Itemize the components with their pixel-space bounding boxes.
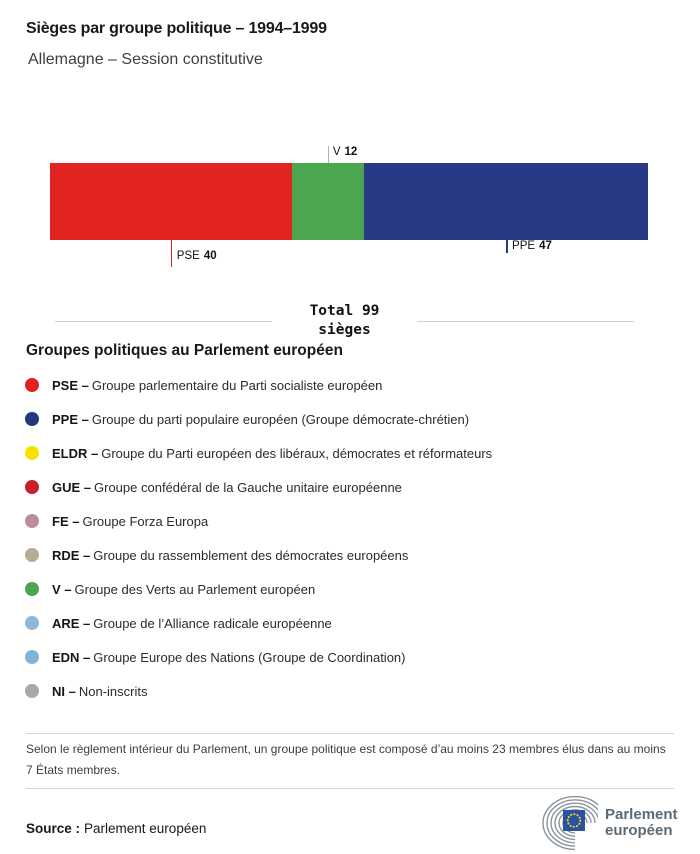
legend-dot-fe <box>25 514 39 528</box>
legend-item-v <box>25 572 492 606</box>
logo-line1: Parlement <box>605 805 678 823</box>
eu-flag <box>563 810 585 831</box>
total-divider-left <box>55 321 272 322</box>
legend-item-eldr <box>25 436 492 470</box>
legend-dot-rde <box>25 548 39 562</box>
page-subtitle: Allemagne – Session constitutive <box>28 51 263 68</box>
page-title: Sièges par groupe politique – 1994–1999 <box>26 20 327 37</box>
legend-label: NI – Non-inscrits <box>52 683 148 699</box>
callout-label: PPE <box>512 240 536 252</box>
logo-line2: européen <box>605 822 673 839</box>
callout-label: PSE <box>176 250 200 262</box>
legend-label: EDN – Groupe Europe des Nations (Groupe de Coordination) <box>52 649 406 665</box>
legend-dot-eldr <box>25 446 39 460</box>
legend-item-rde <box>25 538 492 572</box>
total-seats-line2: sièges <box>318 322 371 338</box>
footnote-rule-top <box>26 733 674 734</box>
legend-item-are <box>25 606 492 640</box>
bar-segment-ppe <box>364 163 648 240</box>
legend-item-gue <box>25 470 492 504</box>
legend-dot-are <box>25 616 39 630</box>
footnote-rule-bottom <box>26 788 674 789</box>
logo-text <box>605 807 678 840</box>
bar-segment-pse <box>50 163 292 240</box>
legend-dot-gue <box>25 480 39 494</box>
callout-value: 40 <box>203 250 217 262</box>
legend-label: GUE – Groupe confédéral de la Gauche unitaire européenne <box>52 479 402 495</box>
legend-label: PSE – Groupe parlementaire du Parti socialiste européen <box>52 377 383 393</box>
total-seats-line1: Total 99 <box>309 303 380 319</box>
callout-value: 12 <box>344 146 358 158</box>
legend-dot-ppe <box>25 412 39 426</box>
legend <box>25 368 492 708</box>
legend-item-pse <box>25 368 492 402</box>
legend-label: ARE – Groupe de l’Alliance radicale européenne <box>52 615 332 631</box>
source-value: Parlement européen <box>84 821 207 836</box>
legend-item-fe <box>25 504 492 538</box>
hemicycle-icon <box>531 794 598 852</box>
total-seats-label <box>272 302 417 340</box>
legend-item-ni <box>25 674 492 708</box>
legend-dot-ni <box>25 684 39 698</box>
legend-heading: Groupes politiques au Parlement européen <box>26 342 343 359</box>
callout-tick <box>506 240 508 253</box>
total-divider-right <box>417 321 634 322</box>
footnote-text: Selon le règlement intérieur du Parlement, un groupe politique est composé d’au moins 23 membres élus dans au moins 7 États membres. <box>26 742 666 777</box>
legend-dot-pse <box>25 378 39 392</box>
bar-segment-v <box>292 163 364 240</box>
legend-dot-edn <box>25 650 39 664</box>
legend-dot-v <box>25 582 39 596</box>
legend-label: PPE – Groupe du parti populaire européen (Groupe démocrate-chrétien) <box>52 411 470 427</box>
source-label: Source : <box>26 821 81 836</box>
legend-label: V – Groupe des Verts au Parlement européen <box>52 581 316 597</box>
callout-tick <box>171 240 173 267</box>
callout-tick <box>328 146 330 163</box>
legend-label: RDE – Groupe du rassemblement des démocrates européens <box>52 547 409 563</box>
legend-item-edn <box>25 640 492 674</box>
legend-label: ELDR – Groupe du Parti européen des libéraux, démocrates et réformateurs <box>52 445 493 461</box>
seat-bar <box>50 163 648 240</box>
legend-label: FE – Groupe Forza Europa <box>52 513 209 529</box>
source-line <box>26 821 206 836</box>
callout-label: V <box>332 146 341 158</box>
callout-value: 47 <box>539 240 552 252</box>
legend-item-ppe <box>25 402 492 436</box>
parlement-europeen-logo <box>531 794 678 852</box>
